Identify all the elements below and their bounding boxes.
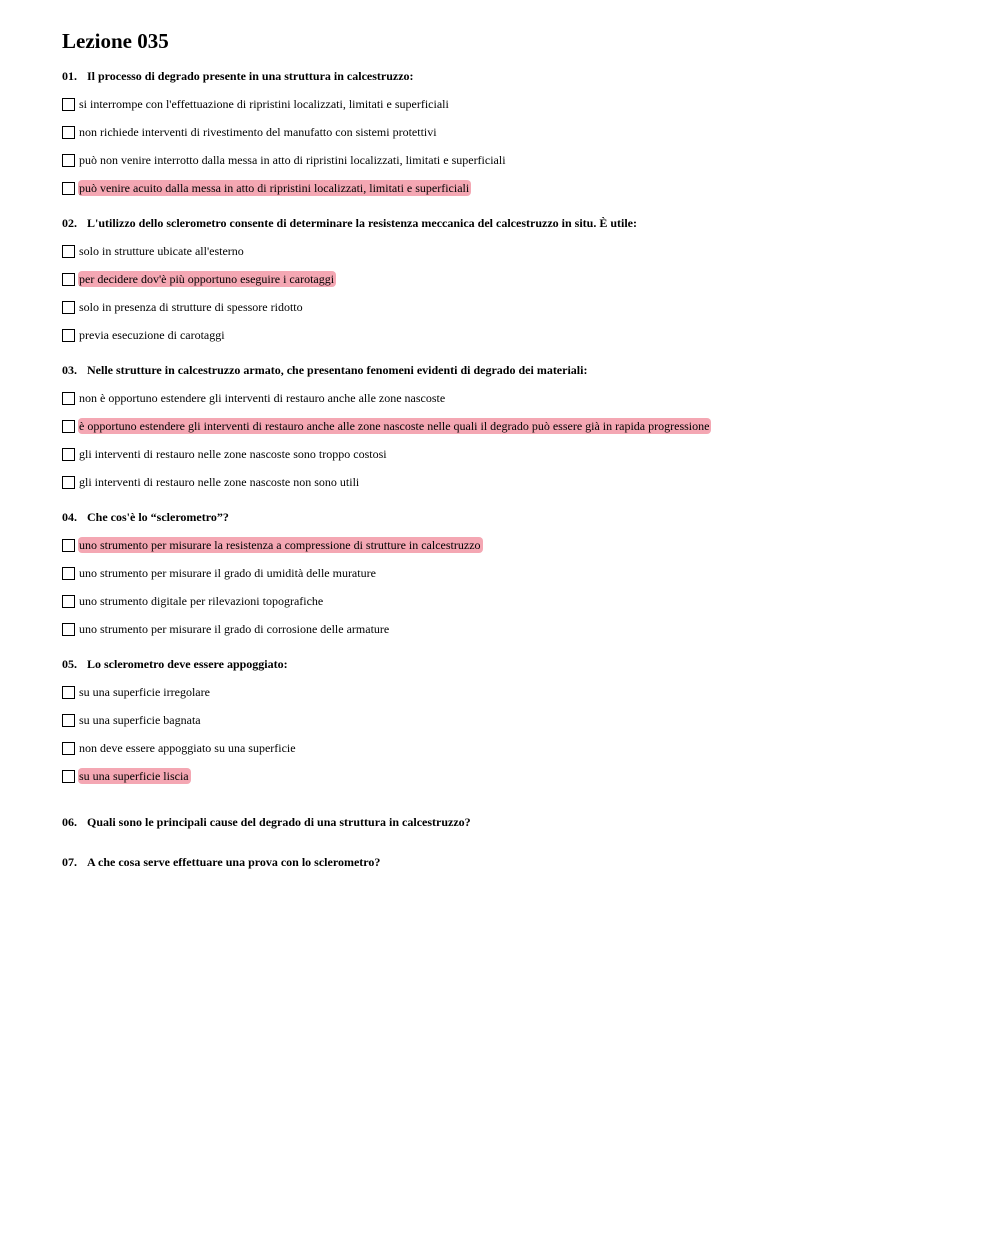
answer-option[interactable]	[62, 146, 962, 174]
answer-text: uno strumento per misurare il grado di corrosione delle armature	[79, 622, 390, 636]
answer-text: solo in strutture ubicate all'esterno	[79, 244, 244, 258]
question-number: 07.	[62, 855, 77, 869]
question-heading	[62, 68, 962, 84]
question-5	[62, 656, 962, 790]
question-heading	[62, 215, 962, 231]
answer-checkbox[interactable]	[62, 476, 75, 489]
answer-text: non deve essere appoggiato su una superficie	[79, 741, 296, 755]
answer-text: si interrompe con l'effettuazione di ripristini localizzati, limitati e superficiali	[79, 97, 449, 111]
option-list	[62, 237, 962, 349]
question-number: 04.	[62, 510, 77, 524]
question-6	[62, 814, 962, 830]
answer-text-highlighted: per decidere dov'è più opportuno eseguire i carotaggi	[79, 272, 335, 286]
option-list	[62, 678, 962, 790]
question-heading	[62, 656, 962, 672]
answer-checkbox[interactable]	[62, 329, 75, 342]
answer-checkbox[interactable]	[62, 686, 75, 699]
answer-option[interactable]	[62, 265, 962, 293]
answer-option[interactable]	[62, 468, 962, 496]
answer-option[interactable]	[62, 615, 962, 643]
answer-text: solo in presenza di strutture di spessore ridotto	[79, 300, 303, 314]
question-heading	[62, 509, 962, 525]
answer-option[interactable]	[62, 384, 962, 412]
option-list	[62, 531, 962, 643]
answer-checkbox[interactable]	[62, 245, 75, 258]
answer-checkbox[interactable]	[62, 154, 75, 167]
question-heading	[62, 362, 962, 378]
answer-text: gli interventi di restauro nelle zone nascoste sono troppo costosi	[79, 447, 387, 461]
document-page	[62, 28, 962, 870]
question-4	[62, 509, 962, 643]
question-list	[62, 68, 962, 870]
answer-checkbox[interactable]	[62, 182, 75, 195]
answer-option[interactable]	[62, 678, 962, 706]
question-text: A che cosa serve effettuare una prova con lo sclerometro?	[87, 855, 381, 869]
question-number: 02.	[62, 216, 77, 230]
answer-option[interactable]	[62, 440, 962, 468]
answer-text: non richiede interventi di rivestimento del manufatto con sistemi protettivi	[79, 125, 437, 139]
answer-text: su una superficie bagnata	[79, 713, 201, 727]
answer-checkbox[interactable]	[62, 273, 75, 286]
option-list	[62, 384, 962, 496]
question-heading	[62, 854, 962, 870]
answer-text: uno strumento digitale per rilevazioni topografiche	[79, 594, 324, 608]
question-heading	[62, 814, 962, 830]
answer-checkbox[interactable]	[62, 539, 75, 552]
answer-option[interactable]	[62, 237, 962, 265]
question-3	[62, 362, 962, 496]
answer-text: su una superficie irregolare	[79, 685, 210, 699]
question-text: Il processo di degrado presente in una struttura in calcestruzzo:	[87, 69, 414, 83]
answer-checkbox[interactable]	[62, 126, 75, 139]
answer-option[interactable]	[62, 90, 962, 118]
answer-checkbox[interactable]	[62, 448, 75, 461]
answer-checkbox[interactable]	[62, 623, 75, 636]
question-text: Quali sono le principali cause del degrado di una struttura in calcestruzzo?	[87, 815, 471, 829]
answer-text-highlighted: su una superficie liscia	[79, 769, 189, 783]
answer-checkbox[interactable]	[62, 770, 75, 783]
answer-option[interactable]	[62, 321, 962, 349]
answer-option[interactable]	[62, 412, 962, 440]
answer-checkbox[interactable]	[62, 420, 75, 433]
answer-checkbox[interactable]	[62, 595, 75, 608]
answer-option[interactable]	[62, 706, 962, 734]
answer-text: gli interventi di restauro nelle zone nascoste non sono utili	[79, 475, 360, 489]
question-2	[62, 215, 962, 349]
answer-checkbox[interactable]	[62, 567, 75, 580]
answer-option[interactable]	[62, 587, 962, 615]
question-text: L'utilizzo dello sclerometro consente di determinare la resistenza meccanica del calcestruzzo in situ. È utile:	[87, 216, 637, 230]
answer-text: può non venire interrotto dalla messa in atto di ripristini localizzati, limitati e superficiali	[79, 153, 506, 167]
answer-text-highlighted: può venire acuito dalla messa in atto di ripristini localizzati, limitati e superficiali	[79, 181, 470, 195]
answer-option[interactable]	[62, 734, 962, 762]
lesson-title: Lezione 035	[62, 29, 169, 53]
answer-text: uno strumento per misurare il grado di umidità delle murature	[79, 566, 376, 580]
answer-checkbox[interactable]	[62, 301, 75, 314]
answer-checkbox[interactable]	[62, 98, 75, 111]
option-list	[62, 90, 962, 202]
answer-checkbox[interactable]	[62, 714, 75, 727]
answer-option[interactable]	[62, 762, 962, 790]
question-number: 01.	[62, 69, 77, 83]
question-number: 06.	[62, 815, 77, 829]
question-1	[62, 68, 962, 202]
question-text: Che cos'è lo “sclerometro”?	[87, 510, 229, 524]
question-7	[62, 854, 962, 870]
answer-checkbox[interactable]	[62, 742, 75, 755]
answer-text-highlighted: uno strumento per misurare la resistenza a compressione di strutture in calcestruzzo	[79, 538, 481, 552]
answer-text: previa esecuzione di carotaggi	[79, 328, 225, 342]
answer-text-highlighted: è opportuno estendere gli interventi di restauro anche alle zone nascoste nelle quali il degrado può essere già in rapida progressione	[79, 419, 710, 433]
answer-checkbox[interactable]	[62, 392, 75, 405]
question-number: 03.	[62, 363, 77, 377]
question-number: 05.	[62, 657, 77, 671]
answer-text: non è opportuno estendere gli interventi di restauro anche alle zone nascoste	[79, 391, 446, 405]
answer-option[interactable]	[62, 118, 962, 146]
answer-option[interactable]	[62, 531, 962, 559]
question-text: Lo sclerometro deve essere appoggiato:	[87, 657, 288, 671]
question-text: Nelle strutture in calcestruzzo armato, che presentano fenomeni evidenti di degrado dei materiali:	[87, 363, 588, 377]
answer-option[interactable]	[62, 559, 962, 587]
answer-option[interactable]	[62, 174, 962, 202]
answer-option[interactable]	[62, 293, 962, 321]
